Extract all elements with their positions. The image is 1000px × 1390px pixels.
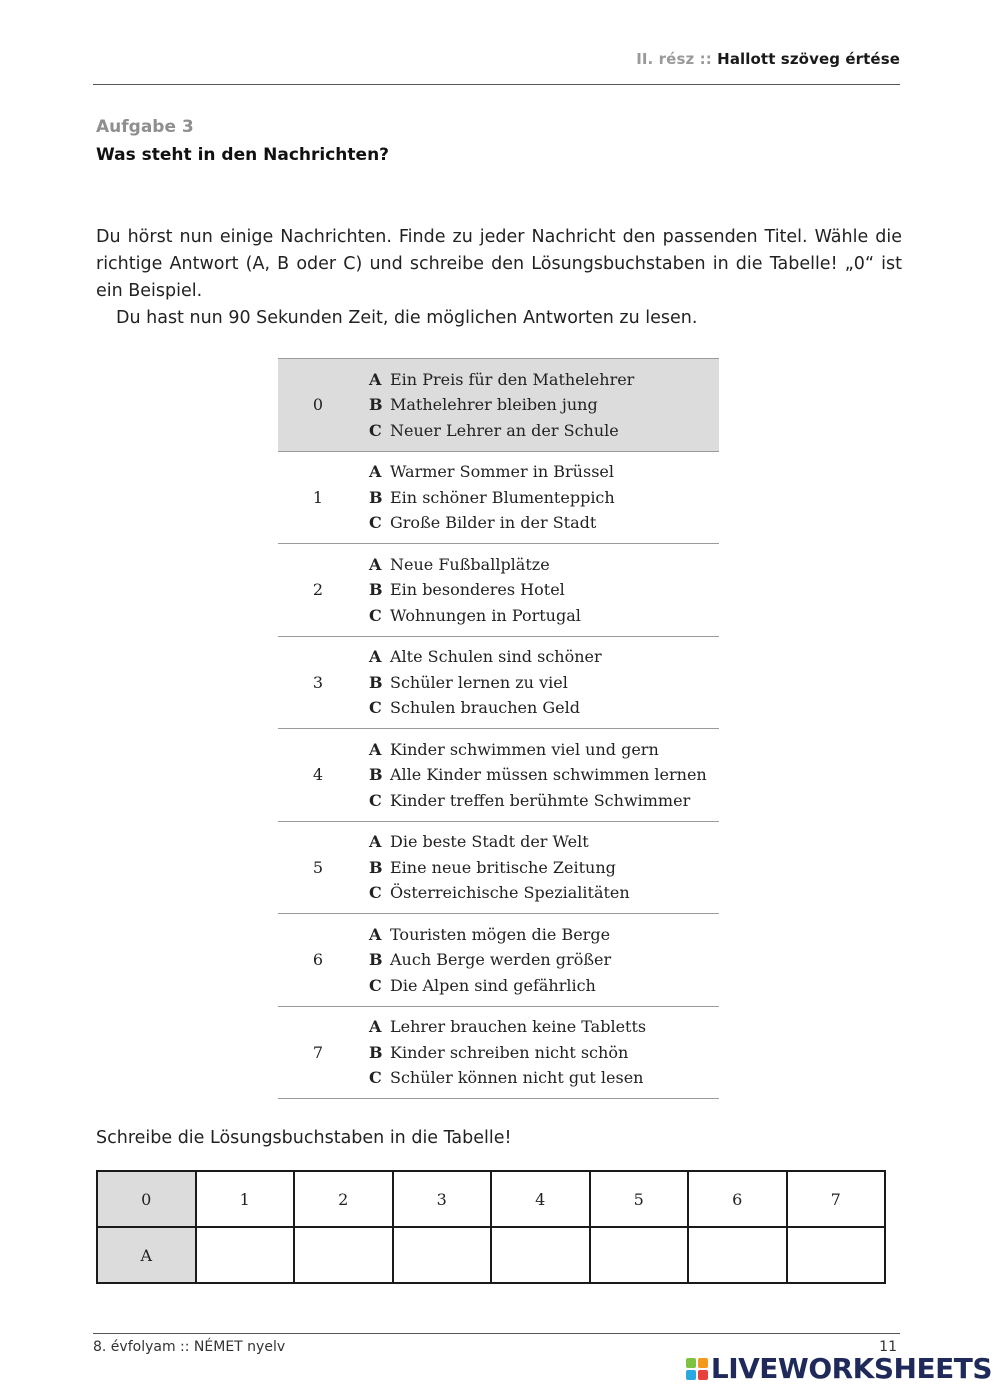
answer-cell-7[interactable] xyxy=(787,1227,886,1283)
choice-b xyxy=(369,1040,646,1066)
choice-letter: C xyxy=(369,883,382,902)
choice-c xyxy=(369,973,611,999)
question-row xyxy=(278,822,719,915)
answer-table xyxy=(96,1170,886,1284)
choice-letter: B xyxy=(369,487,383,507)
choice-a xyxy=(369,829,630,855)
choice-text: Neuer Lehrer an der Schule xyxy=(390,420,619,440)
question-row-example xyxy=(278,359,719,452)
choice-letter: A xyxy=(369,924,382,944)
choice-text: Mathelehrer bleiben jung xyxy=(390,395,598,414)
choice-text: Kinder treffen berühmte Schwimmer xyxy=(390,790,691,810)
question-row xyxy=(278,637,719,730)
choices xyxy=(358,737,707,814)
choice-letter: B xyxy=(369,857,383,877)
choice-text: Alle Kinder müssen schwimmen lernen xyxy=(390,765,707,784)
question-number: 0 xyxy=(312,395,324,415)
logo-square xyxy=(686,1358,696,1368)
choice-letter: B xyxy=(369,950,383,969)
question-number: 2 xyxy=(312,580,324,600)
answer-cell-6[interactable] xyxy=(688,1227,787,1283)
logo-mark-icon xyxy=(686,1358,708,1380)
choice-c xyxy=(369,695,602,721)
header-title: Hallott szöveg értése xyxy=(717,50,900,68)
choice-c xyxy=(369,1065,646,1091)
header-separator: :: xyxy=(699,50,712,68)
choice-b xyxy=(369,947,611,973)
answer-column-header: 2 xyxy=(294,1171,393,1227)
choice-text: Touristen mögen die Berge xyxy=(390,924,611,944)
task-label: Aufgabe 3 xyxy=(96,117,194,137)
question-number: 3 xyxy=(312,672,324,692)
choice-text: Warmer Sommer in Brüssel xyxy=(390,462,614,481)
choice-letter: C xyxy=(369,420,382,440)
choice-text: Auch Berge werden größer xyxy=(390,950,612,969)
instructions-paragraph: Du hast nun 90 Sekunden Zeit, die möglichen Antworten zu lesen. xyxy=(116,308,698,328)
choice-c xyxy=(369,603,581,629)
choice-letter: B xyxy=(369,395,383,414)
choices xyxy=(358,1014,646,1091)
choice-letter: C xyxy=(369,790,382,810)
choice-a xyxy=(369,1014,646,1040)
choice-letter: C xyxy=(369,698,382,717)
answer-input-row xyxy=(97,1227,885,1283)
question-number: 4 xyxy=(312,765,324,785)
choice-b xyxy=(369,855,630,881)
answer-column-header: 6 xyxy=(688,1171,787,1227)
choice-text: Ein Preis für den Mathelehrer xyxy=(390,369,635,389)
choice-letter: A xyxy=(369,739,382,759)
page-number: 11 xyxy=(879,1339,897,1355)
choice-c xyxy=(369,510,615,536)
page-header xyxy=(636,50,900,68)
choice-letter: A xyxy=(369,369,382,389)
choice-text: Kinder schreiben nicht schön xyxy=(390,1042,629,1062)
task-title: Was steht in den Nachrichten? xyxy=(96,145,390,165)
answer-column-header: 3 xyxy=(393,1171,492,1227)
choice-text: Ein schöner Blumenteppich xyxy=(390,487,615,507)
question-row xyxy=(278,1007,719,1100)
liveworksheets-logo xyxy=(686,1354,992,1384)
answer-column-header: 5 xyxy=(590,1171,689,1227)
choice-text: Österreichische Spezialitäten xyxy=(390,883,630,902)
choice-a xyxy=(369,737,707,763)
answer-cell-1[interactable] xyxy=(196,1227,295,1283)
answer-header-row xyxy=(97,1171,885,1227)
choice-letter: A xyxy=(369,832,382,851)
instructions xyxy=(96,224,902,332)
choice-text: Die Alpen sind gefährlich xyxy=(390,975,596,995)
choice-text: Lehrer brauchen keine Tabletts xyxy=(390,1017,647,1036)
choice-a xyxy=(369,552,581,578)
answer-column-header: 0 xyxy=(97,1171,196,1227)
question-row xyxy=(278,914,719,1007)
choices xyxy=(358,644,602,721)
choice-c xyxy=(369,418,634,444)
choice-a xyxy=(369,922,611,948)
instructions-paragraph: Du hörst nun einige Nachrichten. Finde zu jeder Nachricht den passenden Titel. Wähle die richtige Antwort (A, B oder C) und schreibe den Lösungsbuchstaben in die Tabelle! „0“ ist ein Beispiel. xyxy=(96,227,902,301)
question-number: 1 xyxy=(312,487,324,507)
choice-letter: A xyxy=(369,462,382,481)
question-number: 7 xyxy=(312,1042,324,1062)
choices xyxy=(358,922,611,999)
choice-letter: C xyxy=(369,513,382,532)
answer-cell-4[interactable] xyxy=(491,1227,590,1283)
choice-letter: A xyxy=(369,554,382,574)
answer-column-header: 7 xyxy=(787,1171,886,1227)
choice-letter: C xyxy=(369,605,382,625)
choice-b xyxy=(369,392,634,418)
choice-a xyxy=(369,367,634,393)
choice-b xyxy=(369,577,581,603)
footer-grade: 8. évfolyam :: NÉMET nyelv xyxy=(93,1339,286,1355)
question-row xyxy=(278,452,719,545)
choice-text: Schüler lernen zu viel xyxy=(390,672,568,692)
answer-example-cell: A xyxy=(97,1227,196,1283)
choice-text: Ein besonderes Hotel xyxy=(390,580,565,599)
choice-b xyxy=(369,762,707,788)
options-table xyxy=(278,358,719,1099)
choices xyxy=(358,552,581,629)
choice-letter: B xyxy=(369,765,383,784)
choice-text: Schulen brauchen Geld xyxy=(390,698,580,717)
answer-cell-2[interactable] xyxy=(294,1227,393,1283)
choice-b xyxy=(369,670,602,696)
answer-column-header: 1 xyxy=(196,1171,295,1227)
choice-text: Große Bilder in der Stadt xyxy=(390,513,597,532)
choice-text: Alte Schulen sind schöner xyxy=(390,647,602,666)
choice-letter: C xyxy=(369,1068,382,1087)
footer-divider xyxy=(93,1333,900,1334)
choice-letter: C xyxy=(369,975,382,995)
choice-text: Eine neue britische Zeitung xyxy=(390,857,616,877)
answer-instruction: Schreibe die Lösungsbuchstaben in die Tabelle! xyxy=(96,1128,512,1148)
logo-square xyxy=(686,1370,696,1380)
question-row xyxy=(278,729,719,822)
choice-letter: B xyxy=(369,1042,383,1062)
choice-text: Kinder schwimmen viel und gern xyxy=(390,739,659,759)
question-number: 5 xyxy=(312,857,324,877)
choice-c xyxy=(369,880,630,906)
choice-letter: A xyxy=(369,1017,382,1036)
header-divider xyxy=(93,84,900,85)
answer-cell-3[interactable] xyxy=(393,1227,492,1283)
choice-letter: B xyxy=(369,672,383,692)
logo-text: LIVEWORKSHEETS xyxy=(710,1352,992,1385)
choice-text: Die beste Stadt der Welt xyxy=(390,832,589,851)
choice-text: Wohnungen in Portugal xyxy=(390,605,581,625)
logo-square xyxy=(698,1358,708,1368)
choice-c xyxy=(369,788,707,814)
logo-square xyxy=(698,1370,708,1380)
question-number: 6 xyxy=(312,950,324,970)
answer-column-header: 4 xyxy=(491,1171,590,1227)
header-part: II. rész xyxy=(636,50,695,68)
choice-text: Neue Fußballplätze xyxy=(390,554,550,574)
choice-a xyxy=(369,644,602,670)
answer-cell-5[interactable] xyxy=(590,1227,689,1283)
choices xyxy=(358,829,630,906)
choice-a xyxy=(369,459,615,485)
choices xyxy=(358,367,634,444)
choice-text: Schüler können nicht gut lesen xyxy=(390,1068,644,1087)
question-row xyxy=(278,544,719,637)
choice-b xyxy=(369,485,615,511)
choice-letter: B xyxy=(369,580,383,599)
choices xyxy=(358,459,615,536)
choice-letter: A xyxy=(369,647,382,666)
